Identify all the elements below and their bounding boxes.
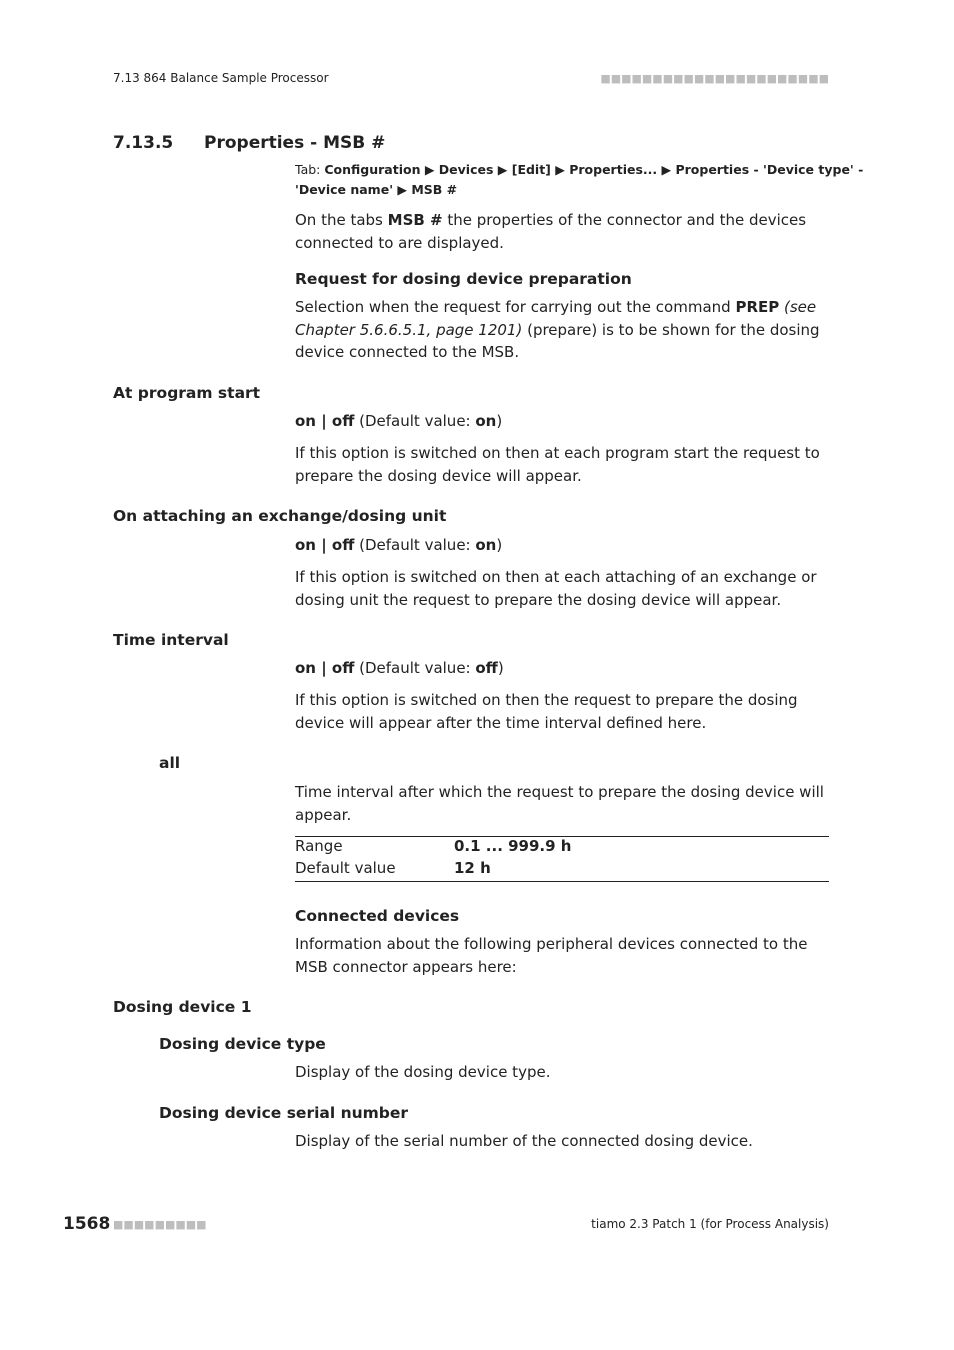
tab-path-cont: 'Device name' ▶ MSB #	[295, 182, 458, 197]
default-label: Default value	[295, 859, 396, 877]
attaching-heading: On attaching an exchange/dosing unit	[113, 507, 447, 525]
intro-pre: On the tabs	[295, 211, 388, 229]
dosing-serial-heading: Dosing device serial number	[159, 1104, 409, 1122]
default-post: )	[496, 412, 503, 430]
tab-path-line1	[295, 162, 863, 177]
running-header: 7.13 864 Balance Sample Processor	[113, 71, 329, 85]
default-value: off	[475, 659, 498, 677]
default-pre: (Default value:	[354, 412, 476, 430]
request-heading: Request for dosing device preparation	[295, 270, 632, 288]
program-start-description: If this option is switched on then at each program start the request to prepare the dosing device will appear.	[295, 444, 820, 485]
default-value: on	[475, 536, 497, 554]
section-title: Properties - MSB #	[204, 133, 386, 153]
request-bold: PREP	[735, 298, 780, 316]
table-bottom-rule	[295, 881, 829, 882]
attaching-description: If this option is switched on then at each attaching of an exchange or dosing unit the request to prepare the dosing device will appear.	[295, 568, 817, 609]
connected-description: Information about the following peripheral devices connected to the MSB connector appears here:	[295, 935, 808, 976]
section-number: 7.13.5	[113, 133, 174, 153]
intro-bold: MSB #	[387, 211, 443, 229]
time-interval-description: If this option is switched on then the request to prepare the dosing device will appear after the time interval defined here.	[295, 691, 798, 732]
tab-path: Configuration ▶ Devices ▶ [Edit] ▶ Properties... ▶ Properties - 'Device type' -	[324, 162, 864, 177]
default-pre: (Default value:	[354, 659, 476, 677]
options: on | off	[295, 536, 355, 554]
default-post: )	[496, 536, 503, 554]
request-pre: Selection when the request for carrying out the command	[295, 298, 736, 316]
tab-prefix: Tab:	[295, 162, 325, 177]
default-value: on	[475, 412, 497, 430]
dosing-device-heading: Dosing device 1	[113, 998, 252, 1016]
request-paragraph	[295, 296, 829, 364]
program-start-options	[295, 410, 829, 433]
all-description: Time interval after which the request to prepare the dosing device will appear.	[295, 783, 824, 824]
tab-path-line2	[295, 182, 457, 197]
page-number: 1568	[63, 1214, 111, 1234]
options: on | off	[295, 412, 355, 430]
attaching-options	[295, 534, 829, 557]
dosing-type-heading: Dosing device type	[159, 1035, 326, 1053]
default-post: )	[497, 659, 504, 677]
time-interval-options	[295, 657, 829, 680]
all-heading: all	[159, 754, 181, 772]
intro-post: the properties of the connector and the devices connected to are displayed.	[295, 211, 807, 252]
default-value: 12 h	[454, 859, 491, 877]
header-dots: ■■■■■■■■■■■■■■■■■■■■■■	[600, 72, 829, 85]
request-link[interactable]: (see Chapter 5.6.6.5.1, page 1201)	[295, 298, 817, 339]
dosing-type-description: Display of the dosing device type.	[295, 1063, 551, 1081]
default-pre: (Default value:	[354, 536, 476, 554]
range-label: Range	[295, 837, 343, 855]
connected-heading: Connected devices	[295, 907, 460, 925]
time-interval-heading: Time interval	[113, 631, 229, 649]
range-value: 0.1 ... 999.9 h	[454, 837, 572, 855]
program-start-heading: At program start	[113, 384, 261, 402]
options: on | off	[295, 659, 355, 677]
footer-product: tiamo 2.3 Patch 1 (for Process Analysis)	[591, 1217, 829, 1231]
dosing-serial-description: Display of the serial number of the connected dosing device.	[295, 1132, 753, 1150]
intro-paragraph	[295, 209, 829, 254]
request-post: (prepare) is to be shown for the dosing device connected to the MSB.	[295, 320, 820, 361]
footer-dots: ■■■■■■■■■	[113, 1218, 207, 1231]
